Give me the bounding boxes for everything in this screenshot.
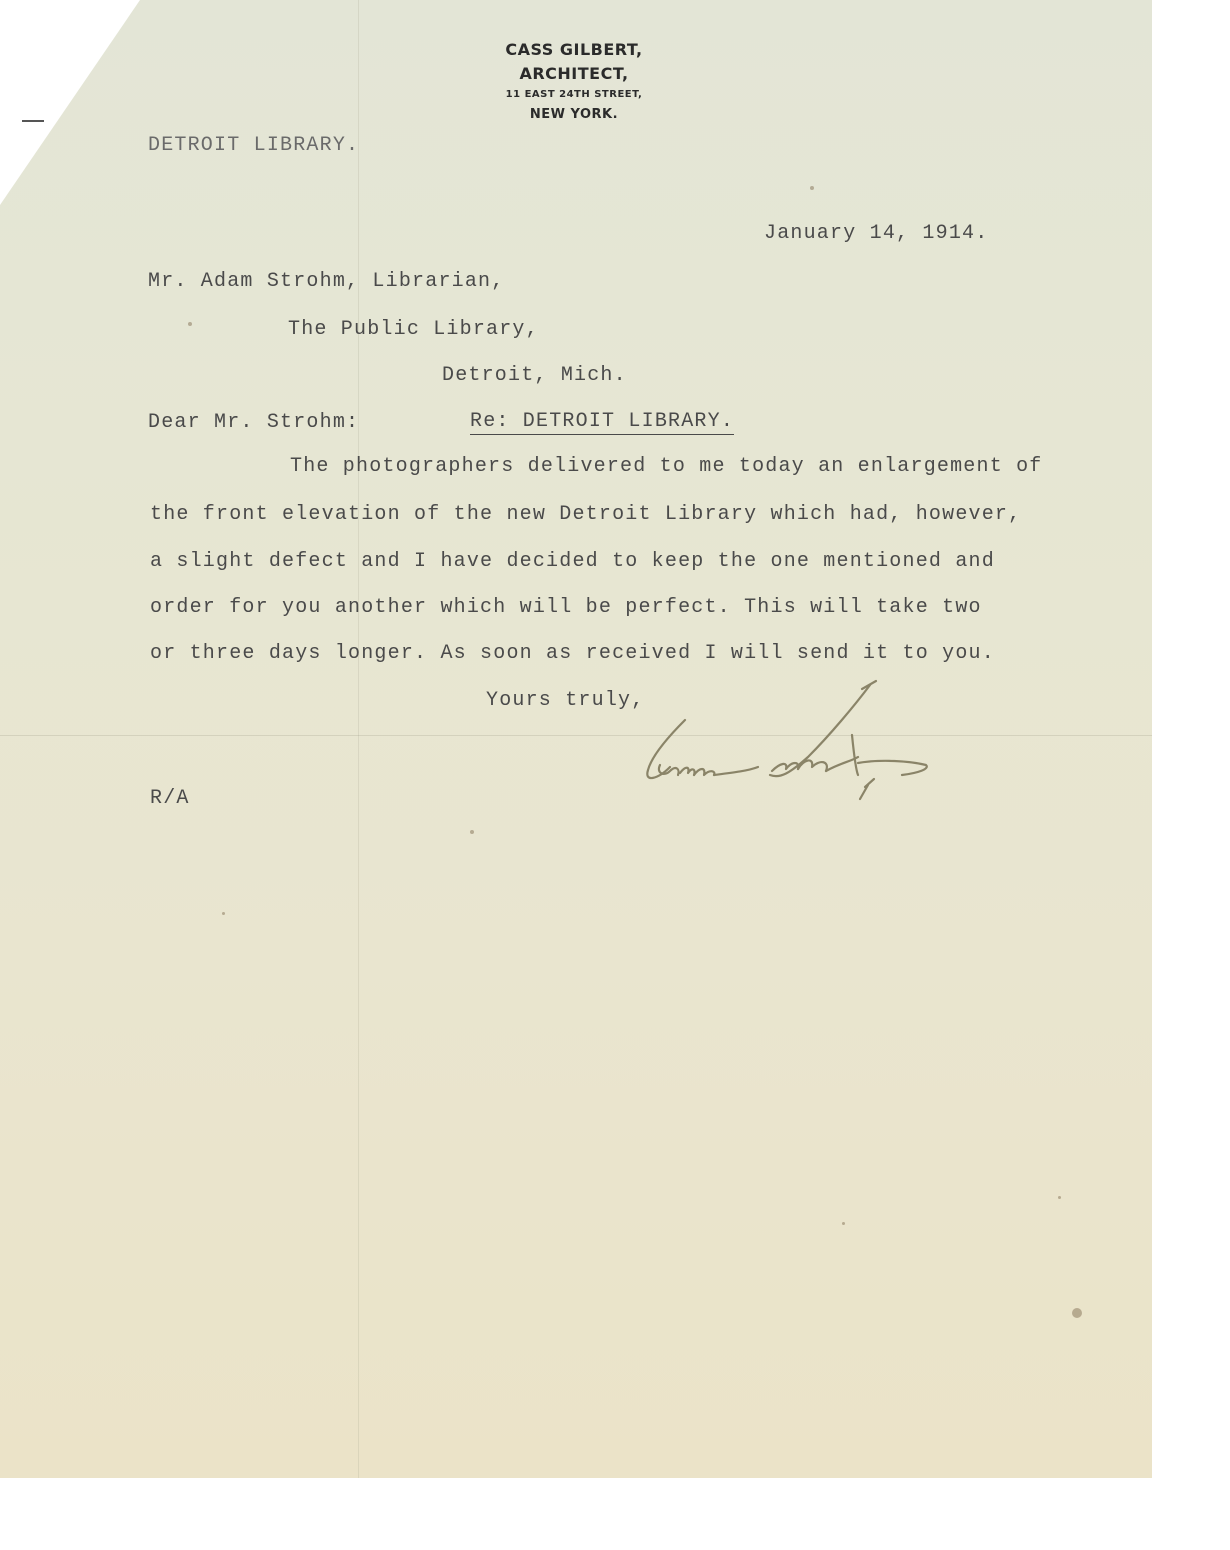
closing: Yours truly, (486, 689, 645, 712)
recipient-institution: The Public Library, (288, 318, 539, 341)
handwritten-signature (630, 675, 940, 810)
paper-stain (1072, 1308, 1082, 1318)
paper-speck (188, 322, 192, 326)
letter-date: January 14, 1914. (764, 222, 989, 245)
paper-speck (1058, 1196, 1061, 1199)
subject-line: Re: DETROIT LIBRARY. (470, 410, 735, 433)
margin-mark (22, 120, 44, 122)
paper-speck (222, 912, 225, 915)
recipient-city: Detroit, Mich. (442, 364, 627, 387)
fold-crease (0, 735, 1152, 736)
letterhead (440, 38, 708, 126)
file-label: DETROIT LIBRARY. (148, 134, 360, 157)
letterhead-city: NEW YORK. (529, 107, 619, 122)
body-line: a slight defect and I have decided to keep the one mentioned and (150, 550, 995, 573)
letterhead-name: CASS GILBERT, (505, 40, 643, 59)
letterhead-street: 11 EAST 24TH STREET, (505, 89, 643, 100)
paper-speck (842, 1222, 845, 1225)
fold-crease-vertical (358, 0, 359, 1478)
typist-initials: R/A (150, 787, 190, 810)
paper-speck (810, 186, 814, 190)
body-line: order for you another which will be perfect. This will take two (150, 596, 982, 619)
letterhead-title: ARCHITECT, (519, 64, 629, 83)
body-line: or three days longer. As soon as received I will send it to you. (150, 642, 995, 665)
body-line: The photographers delivered to me today an enlargement of (290, 455, 1043, 478)
body-line: the front elevation of the new Detroit Library which had, however, (150, 503, 1022, 526)
recipient-name: Mr. Adam Strohm, Librarian, (148, 270, 505, 293)
salutation: Dear Mr. Strohm: (148, 411, 360, 434)
paper-speck (470, 830, 474, 834)
